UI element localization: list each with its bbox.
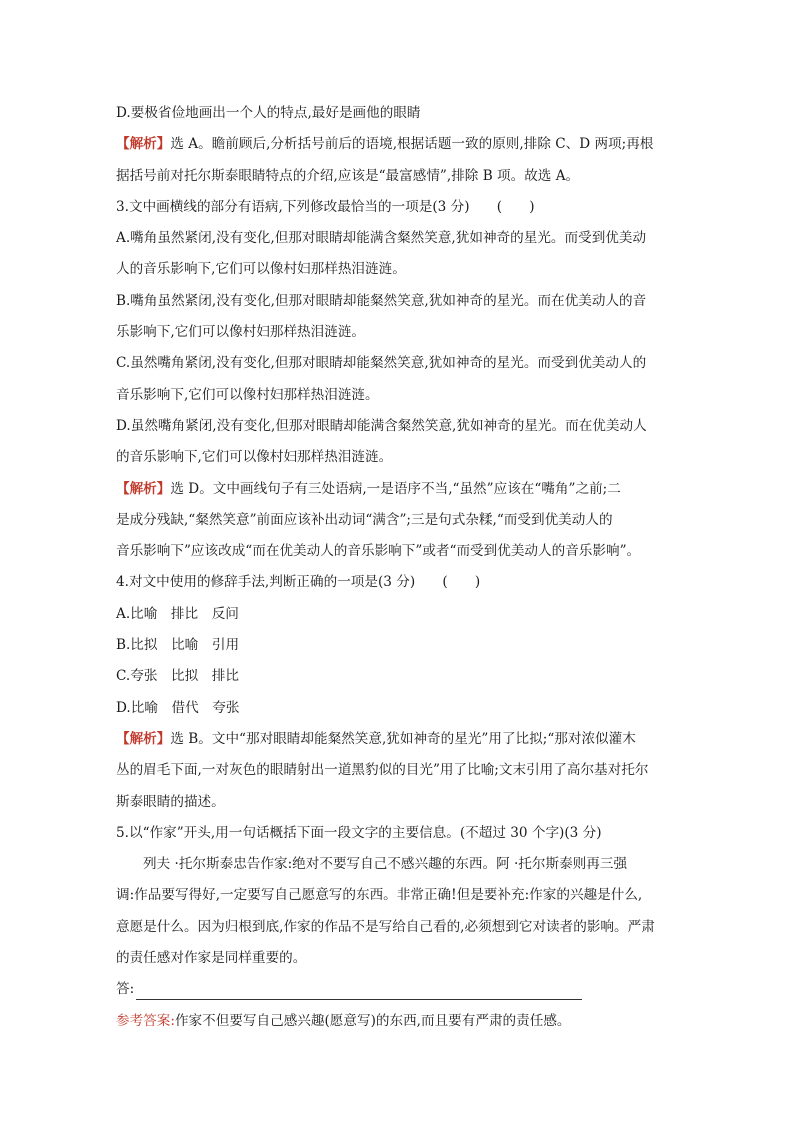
q2-analysis — [116, 129, 682, 192]
reference-answer-text: 作家不但要写自己感兴趣(愿意写)的东西,而且要有严肃的责任感。 — [174, 1012, 571, 1029]
passage-line: 的责任感对作家是同样重要的。 — [116, 950, 307, 967]
analysis-text: 丛的眉毛下面,一对灰色的眼睛射出一道黑豹似的目光”用了比喻;文末引用了高尔基对托尔 — [116, 762, 649, 779]
q3-option-b — [116, 286, 682, 349]
analysis-text: 选 B。文中“那对眼睛却能粲然笑意,犹如神奇的星光”用了比拟;“那对浓似灌木 — [170, 730, 636, 747]
q2-option-d: D.要极省俭地画出一个人的特点,最好是画他的眼睛 — [116, 105, 421, 121]
q4-option-c: C.夸张 比拟 排比 — [116, 668, 239, 685]
analysis-label: 【解析】 — [116, 730, 171, 747]
option-line: C.虽然嘴角紧闭,没有变化,但那对眼睛却能粲然笑意,犹如神奇的星光。而受到优美动人的 — [116, 355, 647, 372]
q3-stem: 3.文中画横线的部分有语病,下列修改最恰当的一项是(3 分) ( ) — [116, 198, 535, 215]
q4-analysis — [116, 724, 682, 818]
option-line: D.虽然嘴角紧闭,没有变化,但那对眼睛却能满含粲然笑意,犹如神奇的星光。而在优美动人 — [116, 417, 647, 434]
analysis-text: 选 A。瞻前顾后,分析括号前后的语境,根据话题一致的原则,排除 C、D 两项;再根 — [170, 136, 654, 153]
document-page — [116, 98, 682, 1037]
analysis-text: 音乐影响下”应该改成“而在优美动人的音乐影响下”或者“而受到优美动人的音乐影响”。 — [116, 543, 641, 560]
q5-passage — [116, 849, 682, 974]
analysis-label: 【解析】 — [116, 136, 171, 153]
option-line: 音乐影响下,它们可以像村妇那样热泪涟涟。 — [116, 386, 379, 403]
q4-stem: 4.对文中使用的修辞手法,判断正确的一项是(3 分) ( ) — [116, 574, 481, 591]
reference-answer — [116, 1006, 682, 1037]
passage-line: 意愿是什么。因为归根到底,作家的作品不是写给自己看的,必须想到它对读者的影响。严肃 — [116, 918, 655, 935]
q4-option-d: D.比喻 借代 夸张 — [116, 699, 240, 716]
option-line: A.嘴角虽然紧闭,没有变化,但那对眼睛却能满含粲然笑意,犹如神奇的星光。而受到优美动 — [116, 230, 647, 247]
q3-option-c — [116, 348, 682, 411]
analysis-text: 是成分残缺,“粲然笑意”前面应该补出动词“满含”;三是句式杂糅,“而受到优美动人的 — [116, 511, 613, 528]
option-line: 人的音乐影响下,它们可以像村妇那样热泪涟涟。 — [116, 261, 406, 278]
analysis-label: 【解析】 — [116, 480, 171, 497]
answer-blank[interactable] — [136, 981, 582, 1000]
analysis-text: 据括号前对托尔斯泰眼睛特点的介绍,应该是“最富感情”,排除 B 项。故选 A。 — [116, 167, 580, 184]
answer-label: 答: — [116, 981, 135, 998]
q3-analysis — [116, 474, 682, 568]
option-line: 乐影响下,它们可以像村妇那样热泪涟涟。 — [116, 324, 366, 341]
passage-line: 列夫 ·托尔斯泰忠告作家:绝对不要写自己不感兴趣的东西。阿 ·托尔斯泰则再三强 — [143, 856, 628, 873]
reference-answer-label: 参考答案: — [116, 1012, 175, 1029]
option-line: 的音乐影响下,它们可以像村妇那样热泪涟涟。 — [116, 449, 393, 466]
analysis-text: 选 D。文中画线句子有三处语病,一是语序不当,“虽然”应该在“嘴角”之前;二 — [170, 480, 621, 497]
q3-option-a — [116, 223, 682, 286]
analysis-text: 斯泰眼睛的描述。 — [116, 793, 225, 810]
q3-option-d — [116, 411, 682, 474]
q5-stem: 5.以“作家”开头,用一句话概括下面一段文字的主要信息。(不超过 30 个字)(3 分) — [116, 824, 602, 841]
q4-option-a: A.比喻 排比 反问 — [116, 605, 239, 622]
option-line: B.嘴角虽然紧闭,没有变化,但那对眼睛却能粲然笑意,犹如神奇的星光。而在优美动人的音 — [116, 292, 647, 309]
q4-option-b: B.比拟 比喻 引用 — [116, 637, 240, 654]
passage-line: 调:作品要写得好,一定要写自己愿意写的东西。非常正确!但是要补充:作家的兴趣是什么, — [116, 887, 643, 904]
answer-row — [116, 974, 682, 1005]
